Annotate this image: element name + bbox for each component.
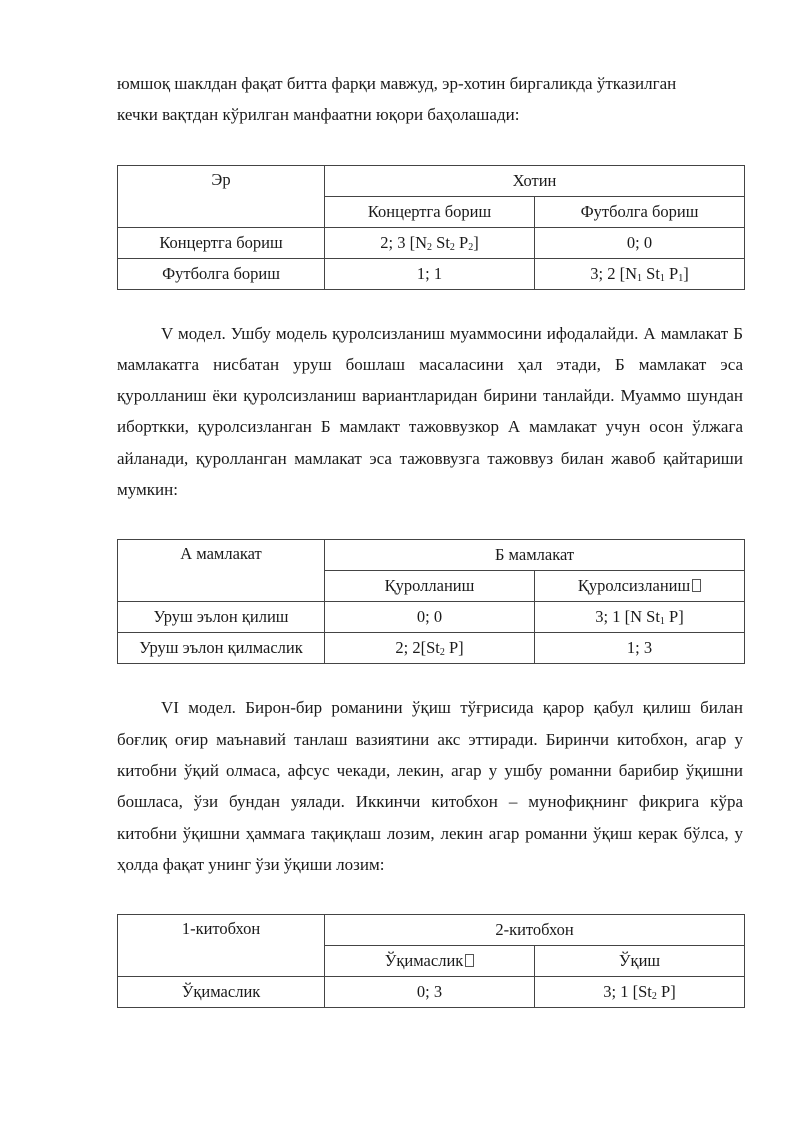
table2-row1-cell1: 0; 0 — [325, 602, 535, 633]
table1-col-1: Концертга бориш — [325, 196, 535, 227]
intro-line-1: юмшоқ шаклдан фақат битта фарқи мавжуд, эр-хотин биргаликда ўтказилган — [117, 74, 677, 93]
table2-col-header: Б мамлакат — [325, 540, 745, 571]
table1-col-header: Хотин — [325, 165, 745, 196]
table2-row2-cell1: 2; $2[St_2$ P] — [325, 633, 535, 664]
table3-col-header: 2-китобхон — [325, 915, 745, 946]
table1-row1-cell1: 2; 3 [$N_2$ $St_2$ $P_2$] — [325, 227, 535, 258]
table-row — [118, 633, 745, 664]
table-row — [118, 602, 745, 633]
table2-col-1: Қуролланиш — [325, 571, 535, 602]
table2-row1-cell2: 3; 1 [N $St_1$ P] — [535, 602, 745, 633]
table1-row2-cell2: 3; 2 [$N_1$ $St_1$ $P_1$] — [535, 258, 745, 289]
table3-col-2: Ўқиш — [535, 946, 745, 977]
table-row — [118, 227, 745, 258]
table3-row1-cell2: 3; 1 [$St_2$ P] — [535, 977, 745, 1008]
table1-col-2: Футболга бориш — [535, 196, 745, 227]
table3-row-header: 1-китобхон — [118, 915, 325, 977]
intro-line-2: кечки вақтдан кўрилган манфаатни юқори баҳолашади: — [117, 105, 520, 125]
table1-row-header: Эр — [118, 165, 325, 227]
table2-row-header: А мамлакат — [118, 540, 325, 602]
model-5-paragraph: V модел. Ушбу модель қуролсизланиш муаммосини ифодалайди. А мамлакат Б мамлакатга нисбатан уруш бошлаш масаласини ҳал этади, Б мамлакат эса қуролланиш ёки қуролсизланиш вариантларидан бирини танлайди. Муаммо шундан иборткки, қуролсизланган Б мамлакт тажоввузкор А мамлакат учун осон ўлжага айланади, қуролланган мамлакат эса тажоввузга тажоввуз билан жавоб қайтариши мумкин: — [117, 323, 743, 500]
table2-col-2: Қуролсизланиш — [535, 571, 745, 602]
table3-row1-cell1: 0; 3 — [325, 977, 535, 1008]
table-row — [118, 258, 745, 289]
table3-col-1: Ўқимаслик — [325, 946, 535, 977]
missing-glyph-icon — [465, 954, 474, 967]
table2-row1-label: Уруш эълон қилиш — [118, 602, 325, 633]
table2-row2-cell2: 1; 3 — [535, 633, 745, 664]
payoff-table-3 — [117, 914, 745, 1008]
missing-glyph-icon — [692, 579, 701, 592]
model-6-paragraph: VI модел. Бирон-бир романини ўқиш тўғрисида қарор қабул қилиш билан боғлиқ оғир маънавий танлаш вазиятини акс эттиради. Биринчи китобхон, агар у китобни ўқий олмаса, афсус чекади, лекин, агар у ушбу романни барибир ўқишни бошласа, ўзи бундан уялади. Иккинчи китобхон – мунофиқнинг фикрига кўра китобни ўқишни ҳаммага тақиқлаш лозим, лекин агар романни ўқиш керак бўлса, у ҳолда фақат унинг ўзи ўқиши лозим: — [117, 698, 743, 874]
table1-row1-label: Концертга бориш — [118, 227, 325, 258]
document-page — [117, 68, 743, 1008]
table1-row1-cell2: 0; 0 — [535, 227, 745, 258]
table2-row2-label: Уруш эълон қилмаслик — [118, 633, 325, 664]
table1-row2-cell1: 1; 1 — [325, 258, 535, 289]
table1-row2-label: Футболга бориш — [118, 258, 325, 289]
payoff-table-2 — [117, 539, 745, 664]
table-row — [118, 977, 745, 1008]
payoff-table-1 — [117, 165, 745, 290]
intro-paragraph — [117, 68, 743, 131]
table3-row1-label: Ўқимаслик — [118, 977, 325, 1008]
